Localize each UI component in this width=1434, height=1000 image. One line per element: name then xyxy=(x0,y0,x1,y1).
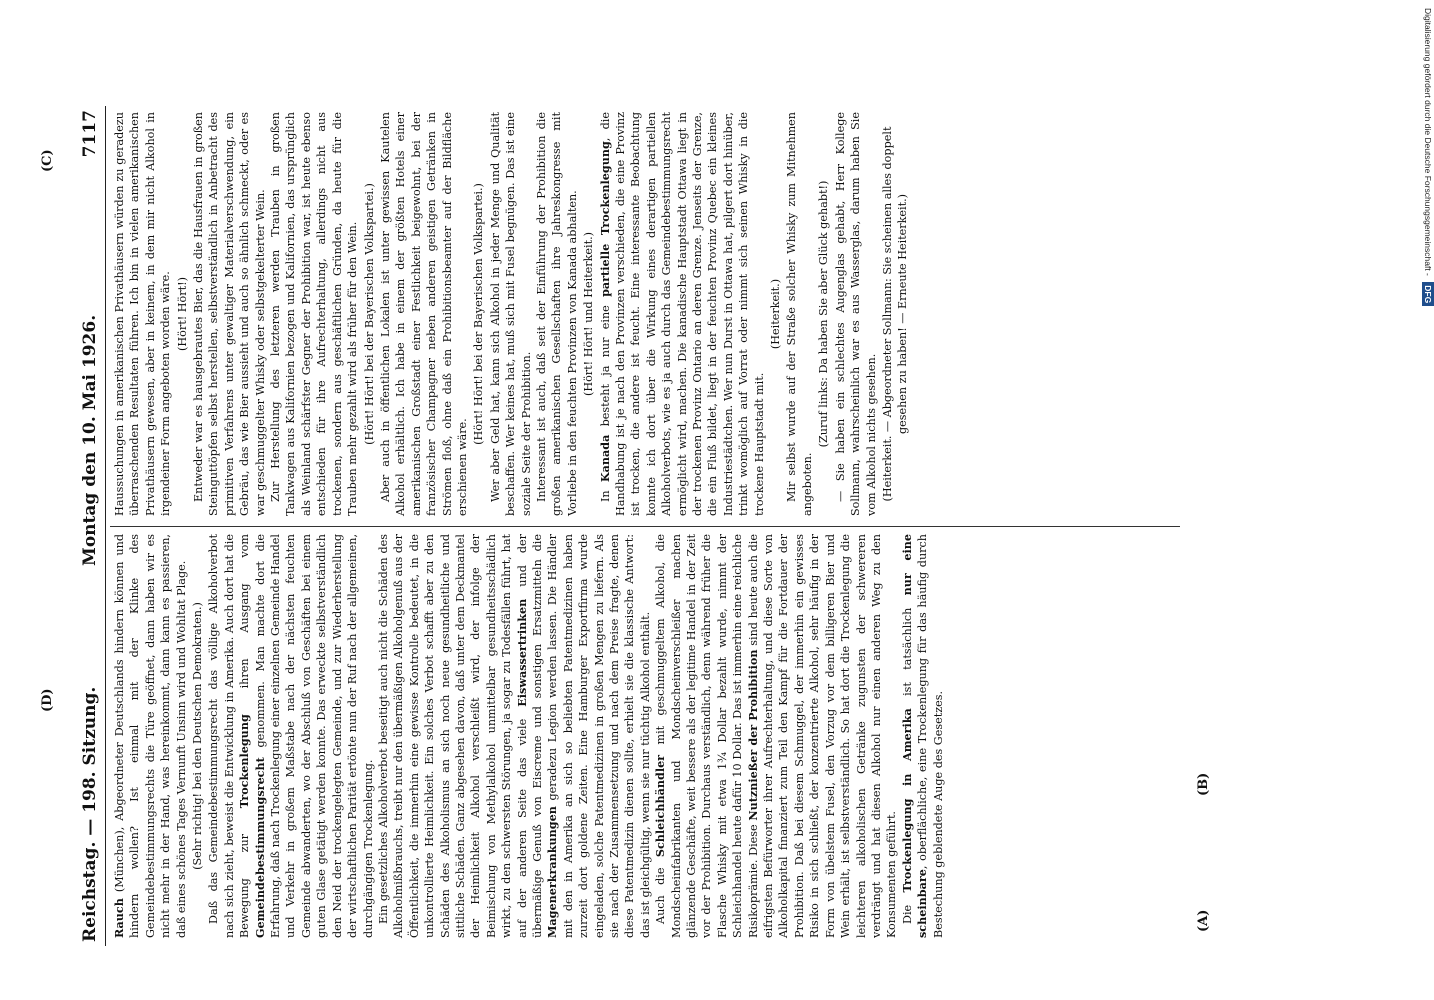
interjection: (Zuruf links: Da haben Sie aber Glück gehabt!) xyxy=(817,180,831,448)
margin-mark-d: (D) xyxy=(40,688,55,712)
paragraph: Haussuchungen in amerikanischen Privathäusern würden zu geradezu überraschenden Resultaten führen. Ich bin in vielen amerikanischen Privathäusern gewesen, aber in keinem, in dem mir nicht Alkohol in irgendeiner Form angeboten worden wäre. xyxy=(113,112,173,516)
paragraph: Daß das Gemeindebestimmungsrecht das völlige Alkoholverbot nach sich zieht, beweist die Entwicklung in Amerika. Auch dort hat die Bewegung zur Trockenlegung ihren Ausgang vom Gemeindebestimmungsrecht genommen. Man machte dort die Erfahrung, daß nach Trockenlegung einer einzelnen Gemeinde Handel und Verkehr in großem Maßstabe nach der nächsten feuchten Gemeinde abwanderten, wo der Abschluß von Geschäften bei einem guten Glase getätigt werden konnte. Das erweckte selbstverständlich den Neid der trockengelegten Gemeinde, und zur Wiederherstellung der wirtschaftlichen Parität ertönte nun der Ruf nach der allgemeinen, durchgängigen Trockenlegung. xyxy=(207,534,375,938)
interjection: (Heiterkeit.) xyxy=(769,278,783,350)
header-date: Montag den 10. Mai 1926. xyxy=(80,314,100,566)
right-column xyxy=(112,112,912,516)
paragraph: Ein gesetzliches Alkoholverbot beseitigt auch nicht die Schäden des Alkoholmißbrauchs, treibt nur den übermäßigen Alkoholgenuß aus der Öffentlichkeit, die immerhin eine gewisse Kontrolle bedeutet, in die unkontrollierte Heimlichkeit. Ein solches Verbot schafft aber zu den Schäden des Alkoholismus an sich noch neue gesundheitliche und sittliche Schäden. Ganz abgesehen davon, daß unter dem Deckmantel der Heimlichkeit Alkohol verschleißt wird, der infolge der Beimischung von Methylalkohol unmittelbar gesundheitsschädlich wirkt, zu den schwersten Störungen, ja sogar zu Todesfällen führt, hat auf der anderen Seite das viele Eiswassertrinken und der übermäßige Genuß von Eiscreme und sonstigen Ersatzmitteln die Magenerkrankungen geradezu Legion werden lassen. Die Händler mit den in Amerika an sich so beliebten Patentmedizinen haben zurzeit dort goldene Zeiten. Eine Hamburger Exportfirma wurde eingeladen, solche Patentmedizinen in großen Mengen zu liefern. Als sie nach der Zusammensetzung und nach dem Preise fragte, denen diese Patentmedizin dienen sollte, erhielt sie die klassische Antwort: das ist gleichgültig, wenn sie nur tüchtig Alkohol enthält. xyxy=(376,534,652,938)
left-column xyxy=(112,534,946,938)
interjection: (Hört! Hört! bei der Bayerischen Volkspartei.) xyxy=(362,183,376,445)
paragraph: Rauch (München), Abgeordneter Deutschlands hindern können und hindern wollen? Ist einmal mit der Klinke des Gemeindebestimmungsrechts die Türe geöffnet, dann haben wir es nicht mehr in der Hand, was hereinkommt, dann kann es passieren, daß eines schönes Tages Vernunft Unsinn wird und Wohltat Plage. xyxy=(112,534,188,938)
interjection: (Hört! Hört!) xyxy=(175,277,189,351)
scanned-page xyxy=(40,106,1211,946)
dfg-logo: DFG xyxy=(1422,282,1434,306)
paragraph: Entweder war es hausgebrautes Bier, das die Hausfrauen in großen Steinguttöpfen selbst herstellen, selbstverständlich in Anbetracht des primitiven Verfahrens unter gewaltiger Materialverschwendung, ein Gebräu, das wie Bier aussieht und auch so ähnlich schmeckt, oder es war geschmuggelter Whisky oder selbstgekelterter Wein. xyxy=(192,112,267,516)
margin-mark-b: (B) xyxy=(1196,772,1211,796)
column-divider xyxy=(110,526,1180,527)
margin-mark-c: (C) xyxy=(40,149,55,172)
page-header xyxy=(80,106,106,946)
digitization-credit xyxy=(1422,8,1434,998)
header-left-title: Reichstag. — 198. Sitzung. xyxy=(80,686,100,942)
paragraph: Interessant ist auch, daß seit der Einführung der Prohibition die großen amerikanischen Gesellschaften ihre Jahreskongresse mit Vorliebe in den feuchten Provinzen von Kanada abhalten. xyxy=(534,112,579,516)
paragraph: Auch die Schleichhändler mit geschmuggeltem Alkohol, die Mondscheinfabrikanten und Mondscheinverschleißer machen glänzende Geschäfte, weit bessere als der legitime Handel in der Zeit vor der Prohibition. Durchaus verständlich, denn während früher die Flasche Whisky mit etwa 1¾ Dollar bezahlt wurde, nimmt der Schleichhandel heute dafür 10 Dollar. Das ist immerhin eine reichliche Risikoprämie. Diese Nutznießer der Prohibition sind heute auch die eifrigsten Befürworter ihrer Aufrechterhaltung, und diese Sorte von Alkoholkapital finanziert zum Teil den Kampf für die Fortdauer der Prohibition. Daß bei diesem Schmuggel, der immerhin ein gewisses Risiko in sich schließt, der konzentrierte Alkohol, sehr häufig in der Form von übelstem Fusel, den Vorzug vor dem billigeren Bier und Wein erhält, ist selbstverständlich. So hat dort die Trockenlegung die leichteren alkoholischen Getränke zugunsten der schwereren verdrängt und hat diesen Alkohol nur einen anderen Weg zu den Konsumenten geführt. xyxy=(653,534,899,938)
interjection: (Hört! Hört! bei der Bayerischen Volkspartei.) xyxy=(472,183,486,445)
header-rule xyxy=(105,106,106,946)
paragraph: Zur Herstellung des letzteren werden Trauben in großen Tankwagen aus Kalifornien bezogen und Kalifornien, das ursprünglich als Weinland schärfster Gegner der Prohibition war, ist heute ebenso entschieden für ihre Aufrechterhaltung, allerdings nicht aus trockenen, sondern aus geschäftlichen Gründen, da heute für die Trauben mehr gezahlt wird als früher für den Wein. xyxy=(269,112,360,516)
page-number: 7117 xyxy=(80,110,100,158)
speaker-name: Rauch xyxy=(112,898,126,938)
paragraph: Mir selbst wurde auf der Straße solcher Whisky zum Mitnehmen angeboten. xyxy=(785,112,814,516)
paragraph: Wer aber Geld hat, kann sich Alkohol in jeder Menge und Qualität beschaffen. Wer keines hat, muß sich mit Fusel begnügen. Das ist eine soziale Seite der Prohibition. xyxy=(488,112,533,516)
paragraph: Die Trockenlegung in Amerika ist tatsächlich nur eine scheinbare, oberflächliche, eine Trockenlegung für das häufig durch Bestechung geblendete Auge des Gesetzes. xyxy=(899,534,945,938)
margin-mark-a: (A) xyxy=(1196,909,1211,932)
interjection: (Hört! Hört! und Heiterkeit.) xyxy=(582,231,596,397)
credit-text: Digitalisierung gefördert durch die Deutsche Forschungsgemeinschaft - xyxy=(1423,8,1433,276)
paragraph: Aber auch in öffentlichen Lokalen ist unter gewissen Kautelen Alkohol erhältlich. Ich habe in einem der größten Hotels einer amerikanischen Großstadt einer Festlichkeit beigewohnt, bei der französischer Champagner neben anderen geistigen Getränken in Strömen floß, ohne daß ein Prohibitionsbeamter auf der Bildfläche erschienen wäre. xyxy=(378,112,469,516)
paragraph: — Sie haben ein schlechtes Augenglas gehabt, Herr Kollege Sollmann, wahrscheinlich war es aus Wasserglas, darum haben Sie vom Alkohol nichts gesehen. xyxy=(833,112,878,516)
speaker-note: (München), Abgeordneter xyxy=(113,742,126,893)
paragraph: In Kanada besteht ja nur eine partielle Trockenlegung, die Handhabung ist je nach den Provinzen verschieden, die eine Provinz ist trocken, die andere ist feucht. Eine interessante Beobachtung konnte ich dort über die Wirkung eines derartigen partiellen Alkoholverbots, wie es ja auch durch das Gemeindebestimmungsrecht ermöglicht wird, machen. Die kanadische Hauptstadt Ottawa liegt in der trockenen Provinz Ontario an deren Grenze. Jenseits der Grenze, die ein Fluß bildet, liegt in der feuchten Provinz Quebec ein kleines Industriestädtchen. Wer nun Durst in Ottawa hat, pilgert dort hinüber, trinkt womöglich auf Vorrat oder nimmt sich seinen Whisky in die trockene Hauptstadt mit. xyxy=(597,111,766,516)
interjection: (Heiterkeit. — Abgeordneter Sollmann: Sie scheinen alles doppelt gesehen zu haben! — Erneute Heiterkeit.) xyxy=(880,126,910,502)
interjection: (Sehr richtig! bei den Deutschen Demokraten.) xyxy=(191,602,205,870)
